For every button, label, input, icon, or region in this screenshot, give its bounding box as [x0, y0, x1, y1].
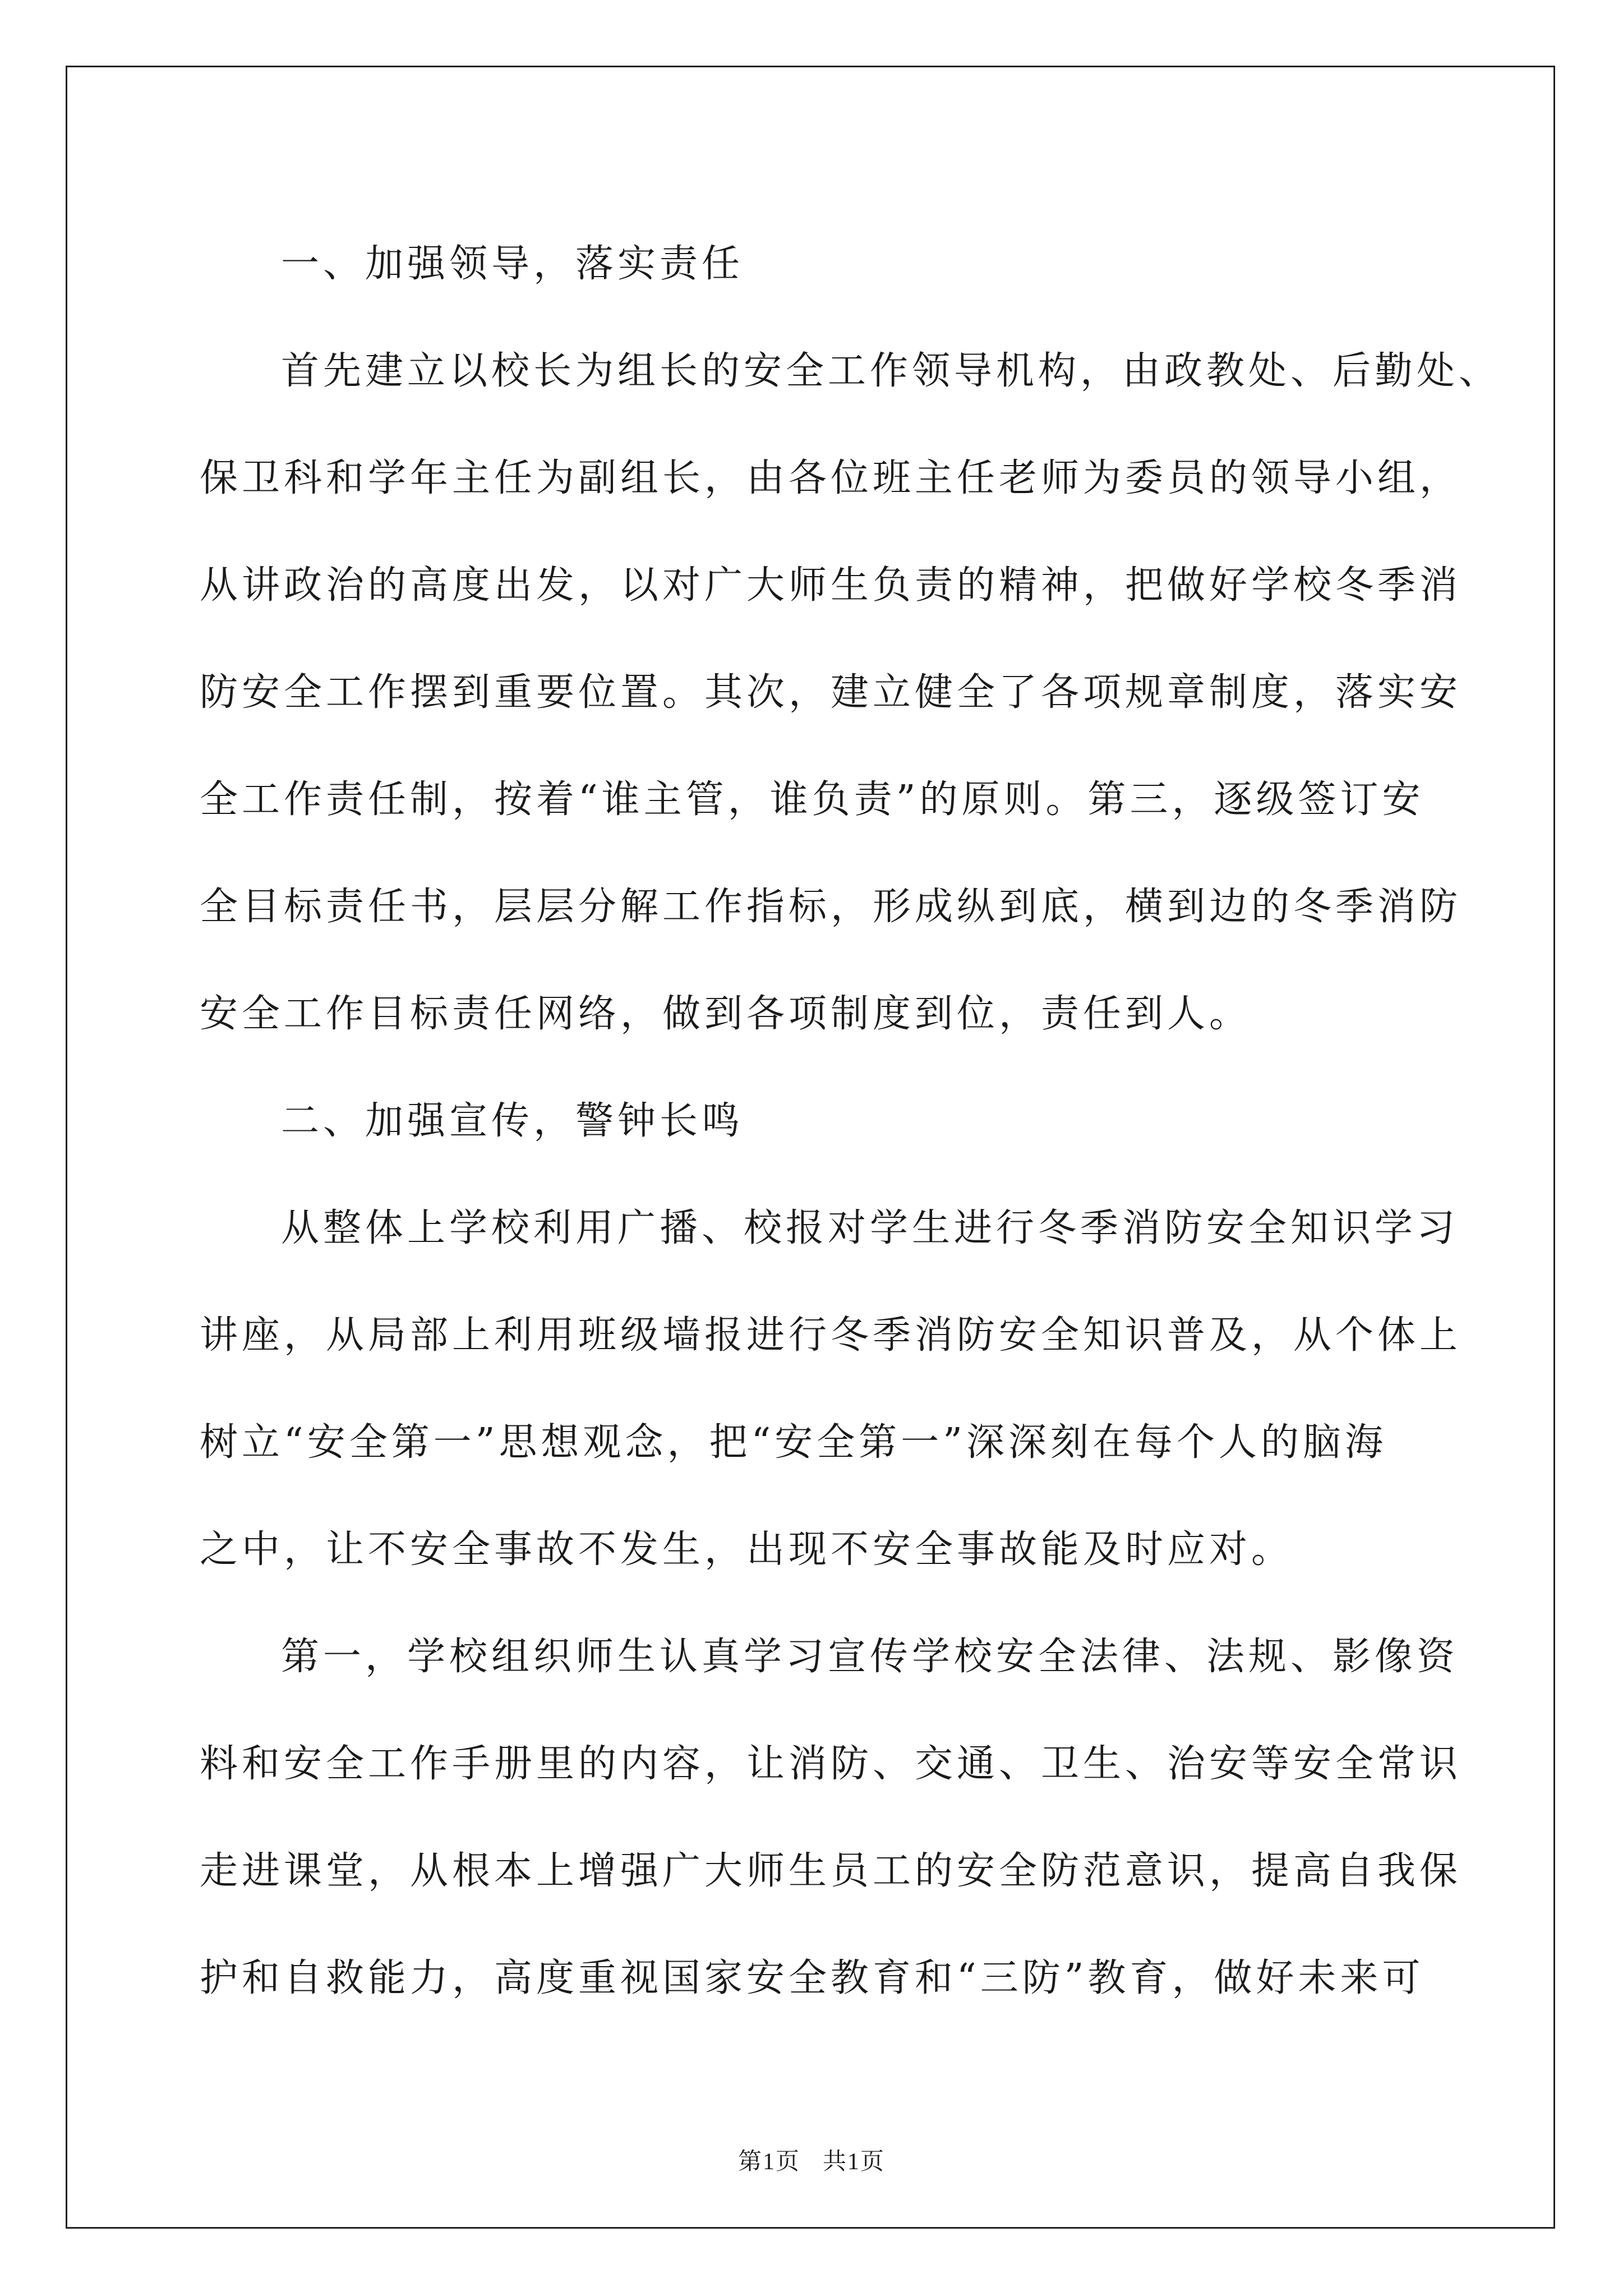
paragraph-line: 第一，学校组织师生认真学习宣传学校安全法律、法规、影像资 — [281, 1635, 1459, 1679]
page-number: 第1页 — [737, 2149, 800, 2175]
paragraph-line: 安全工作目标责任网络，做到各项制度到位，责任到人。 — [200, 992, 1252, 1036]
paragraph-line: 讲座，从局部上利用班级墙报进行冬季消防安全知识普及，从个体上 — [200, 1313, 1462, 1358]
paragraph-line: 保卫科和学年主任为副组长，由各位班主任老师为委员的领导小组， — [200, 456, 1462, 500]
paragraph-line: 首先建立以校长为组长的安全工作领导机构，由政教处、后勤处、 — [281, 349, 1501, 393]
paragraph-line: 从讲政治的高度出发，以对广大师生负责的精神，把做好学校冬季消 — [200, 563, 1462, 608]
page-total: 共1页 — [823, 2149, 886, 2175]
paragraph-line: 全目标责任书，层层分解工作指标，形成纵到底，横到边的冬季消防 — [200, 885, 1462, 929]
paragraph-line: 防安全工作摆到重要位置。其次，建立健全了各项规章制度，落实安 — [200, 670, 1462, 715]
paragraph-line: 走进课堂，从根本上增强广大师生员工的安全防范意识，提高自我保 — [200, 1849, 1462, 1893]
paragraph-line: 护和自救能力，高度重视国家安全教育和“三防”教育，做好未来可 — [200, 1956, 1424, 2000]
paragraph-line: 全工作责任制，按着“谁主管，谁负责”的原则。第三，逐级签订安 — [200, 777, 1424, 822]
paragraph-line: 料和安全工作手册里的内容，让消防、交通、卫生、治安等安全常识 — [200, 1742, 1462, 1786]
paragraph-line: 从整体上学校利用广播、校报对学生进行冬季消防安全知识学习 — [281, 1206, 1459, 1250]
paragraph-line: 之中，让不安全事故不发生，出现不安全事故能及时应对。 — [200, 1527, 1294, 1572]
section-heading-2: 二、加强宣传，警钟长鸣 — [281, 1099, 744, 1143]
paragraph-line: 树立“安全第一”思想观念，把“安全第一”深深刻在每个人的脑海 — [200, 1420, 1387, 1465]
page-footer — [0, 2143, 1623, 2177]
section-heading-1: 一、加强领导，落实责任 — [281, 242, 744, 286]
document-body — [200, 210, 1501, 2032]
